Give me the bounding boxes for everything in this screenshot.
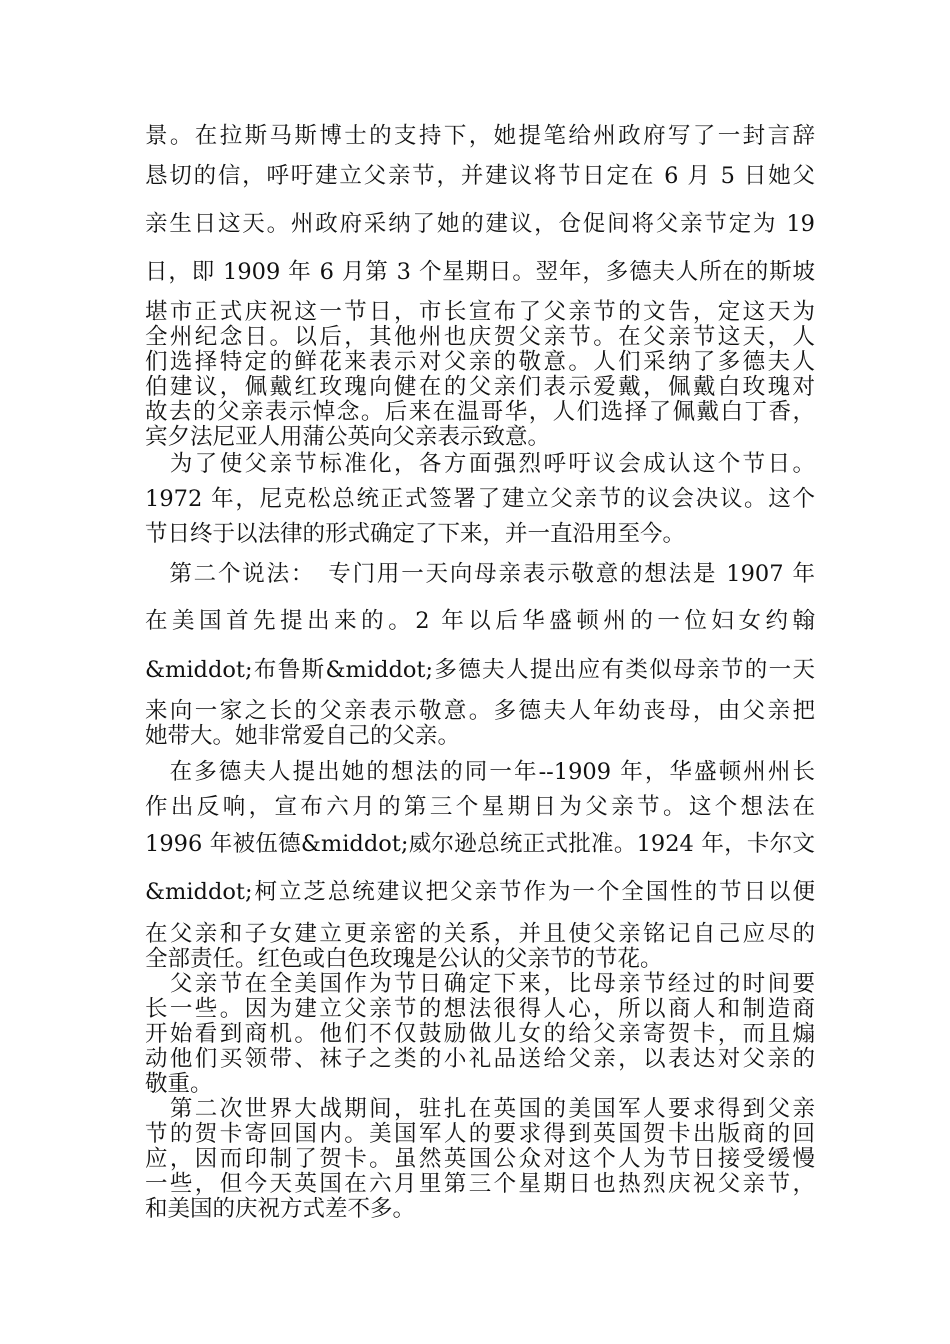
text-line: 堪市正式庆祝这一节日，市长宣布了父亲节的文告，定这天为 bbox=[145, 299, 815, 325]
text-line: 她带大。她非常爱自己的父亲。 bbox=[145, 723, 461, 749]
text-line: 第二次世界大战期间，驻扎在英国的美国军人要求得到父亲 bbox=[145, 1096, 815, 1122]
text-line: 和美国的庆祝方式差不多。 bbox=[145, 1196, 416, 1222]
text-line: 来向一家之长的父亲表示敬意。多德夫人年幼丧母，由父亲把 bbox=[145, 698, 815, 724]
text-line: 在美国首先提出来的。2 年以后华盛顿州的一位妇女约翰 bbox=[145, 608, 815, 634]
text-line: 开始看到商机。他们不仅鼓励做儿女的给父亲寄贺卡，而且煽 bbox=[145, 1021, 815, 1047]
text-line: 伯建议，佩戴红玫瑰向健在的父亲们表示爱戴，佩戴白玫瑰对 bbox=[145, 374, 815, 400]
text-line: 在多德夫人提出她的想法的同一年--1909 年，华盛顿州州长 bbox=[145, 759, 815, 785]
text-line: 恳切的信，呼吁建立父亲节，并建议将节日定在 6 月 5 日她父 bbox=[145, 163, 815, 189]
text-line: 第二个说法： 专门用一天向母亲表示敬意的想法是 1907 年 bbox=[145, 561, 815, 587]
text-line: 故去的父亲表示悼念。后来在温哥华，人们选择了佩戴白丁香， bbox=[145, 399, 815, 425]
text-line: 亲生日这天。州政府采纳了她的建议，仓促间将父亲节定为 19 bbox=[145, 211, 815, 237]
text-line: 动他们买领带、袜子之类的小礼品送给父亲，以表达对父亲的 bbox=[145, 1046, 815, 1072]
text-line: 景。在拉斯马斯博士的支持下，她提笔给州政府写了一封言辞 bbox=[145, 123, 815, 149]
text-line: 在父亲和子女建立更亲密的关系，并且使父亲铭记自己应尽的 bbox=[145, 921, 815, 947]
text-line: 1996 年被伍德&middot;威尔逊总统正式批准。1924 年，卡尔文 bbox=[145, 831, 815, 857]
text-line: 全部责任。红色或白色玫瑰是公认的父亲节的节花。 bbox=[145, 946, 663, 972]
text-line: 父亲节在全美国作为节日确定下来，比母亲节经过的时间要 bbox=[145, 971, 815, 997]
text-line: 一些，但今天英国在六月里第三个星期日也热烈庆祝父亲节， bbox=[145, 1171, 815, 1197]
text-line: 宾夕法尼亚人用蒲公英向父亲表示致意。 bbox=[145, 424, 551, 450]
text-line: 日，即 1909 年 6 月第 3 个星期日。翌年，多德夫人所在的斯坡 bbox=[145, 259, 815, 285]
text-line: 节日终于以法律的形式确定了下来，并一直沿用至今。 bbox=[145, 521, 686, 547]
text-line: 长一些。因为建立父亲节的想法很得人心，所以商人和制造商 bbox=[145, 996, 815, 1022]
text-line: 敬重。 bbox=[145, 1071, 213, 1097]
text-line: &middot;柯立芝总统建议把父亲节作为一个全国性的节日以便 bbox=[145, 879, 815, 905]
text-line: 应，因而印制了贺卡。虽然英国公众对这个人为节日接受缓慢 bbox=[145, 1146, 815, 1172]
text-line: 1972 年，尼克松总统正式签署了建立父亲节的议会决议。这个 bbox=[145, 486, 815, 512]
text-line: 为了使父亲节标准化，各方面强烈呼吁议会成认这个节日。 bbox=[145, 451, 815, 477]
text-line: &middot;布鲁斯&middot;多德夫人提出应有类似母亲节的一天 bbox=[145, 657, 815, 683]
text-line: 节的贺卡寄回国内。美国军人的要求得到英国贺卡出版商的回 bbox=[145, 1121, 815, 1147]
text-line: 们选择特定的鲜花来表示对父亲的敬意。人们采纳了多德夫人 bbox=[145, 349, 815, 375]
text-line: 全州纪念日。以后，其他州也庆贺父亲节。在父亲节这天，人 bbox=[145, 324, 815, 350]
text-line: 作出反响，宣布六月的第三个星期日为父亲节。这个想法在 bbox=[145, 794, 815, 820]
